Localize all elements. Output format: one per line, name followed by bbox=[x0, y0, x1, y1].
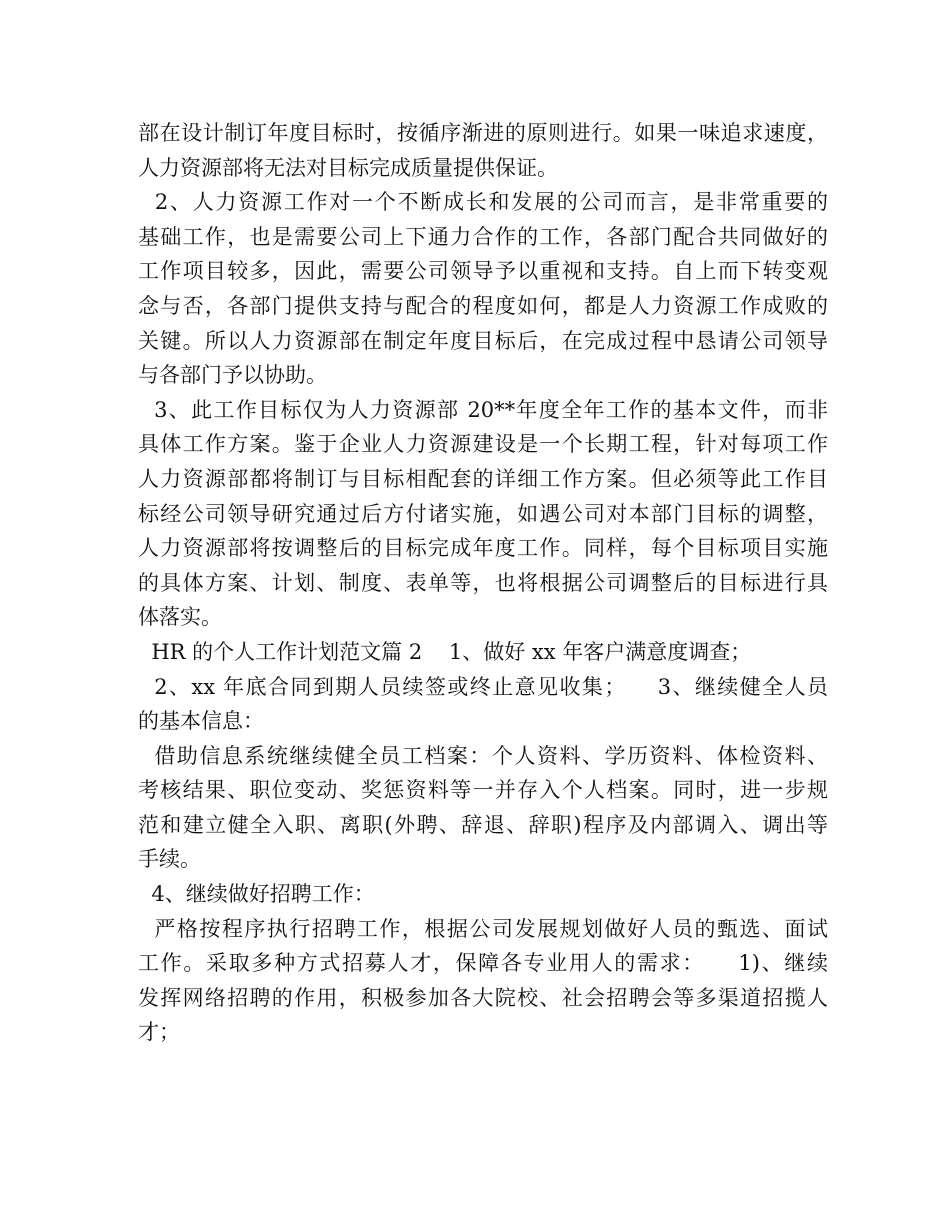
text-line: 念与否，各部门提供支持与配合的程度如何，都是人力资源工作成败的 bbox=[138, 293, 828, 318]
text-line: 4、继续做好招聘工作： bbox=[138, 882, 375, 907]
text-line: 考核结果、职位变动、奖惩资料等一并存入个人档案。同时，进一步规 bbox=[138, 778, 828, 803]
text-line: 的具体方案、计划、制度、表单等，也将根据公司调整后的目标进行具 bbox=[138, 570, 828, 595]
text-line: 手续。 bbox=[138, 847, 201, 872]
text-line: 2、xx 年底合同到期人员续签或终止意见收集； 3、继续健全人员 bbox=[138, 674, 828, 699]
text-line: 3、此工作目标仅为人力资源部 20**年度全年工作的基本文件，而非 bbox=[138, 397, 828, 422]
text-line: HR 的个人工作计划范文篇 2 1、做好 xx 年客户满意度调查； bbox=[138, 639, 752, 664]
text-line: 体落实。 bbox=[138, 605, 222, 630]
text-line: 人力资源部都将制订与目标相配套的详细工作方案。但必须等此工作目 bbox=[138, 466, 828, 491]
text-line: 发挥网络招聘的作用，积极参加各大院校、社会招聘会等多渠道招揽人 bbox=[138, 985, 828, 1010]
text-line: 工作。采取多种方式招募人才，保障各专业用人的需求： 1)、继续 bbox=[138, 951, 828, 976]
text-line: 2、人力资源工作对一个不断成长和发展的公司而言，是非常重要的 bbox=[138, 190, 828, 215]
text-line: 人力资源部将按调整后的目标完成年度工作。同样，每个目标项目实施 bbox=[138, 536, 828, 561]
text-line: 标经公司领导研究通过后方付诸实施，如遇公司对本部门目标的调整， bbox=[138, 501, 828, 526]
text-line: 人力资源部将无法对目标完成质量提供保证。 bbox=[138, 155, 558, 180]
text-line: 借助信息系统继续健全员工档案：个人资料、学历资料、体检资料、 bbox=[138, 743, 829, 768]
text-line: 才； bbox=[138, 1020, 180, 1045]
text-line: 关键。所以人力资源部在制定年度目标后，在完成过程中恳请公司领导 bbox=[138, 328, 828, 353]
text-line: 的基本信息： bbox=[138, 709, 264, 734]
document-page bbox=[138, 116, 828, 1050]
text-line: 范和建立健全入职、离职(外聘、辞退、辞职)程序及内部调入、调出等 bbox=[138, 812, 828, 837]
text-line: 基础工作，也是需要公司上下通力合作的工作，各部门配合共同做好的 bbox=[138, 224, 828, 249]
text-line: 部在设计制订年度目标时，按循序渐进的原则进行。如果一味追求速度， bbox=[138, 121, 828, 145]
text-line: 与各部门予以协助。 bbox=[138, 363, 327, 388]
text-line: 严格按程序执行招聘工作，根据公司发展规划做好人员的甄选、面试 bbox=[138, 916, 829, 941]
text-line: 具体工作方案。鉴于企业人力资源建设是一个长期工程，针对每项工作 bbox=[138, 432, 828, 457]
text-line: 工作项目较多，因此，需要公司领导予以重视和支持。自上而下转变观 bbox=[138, 259, 828, 284]
